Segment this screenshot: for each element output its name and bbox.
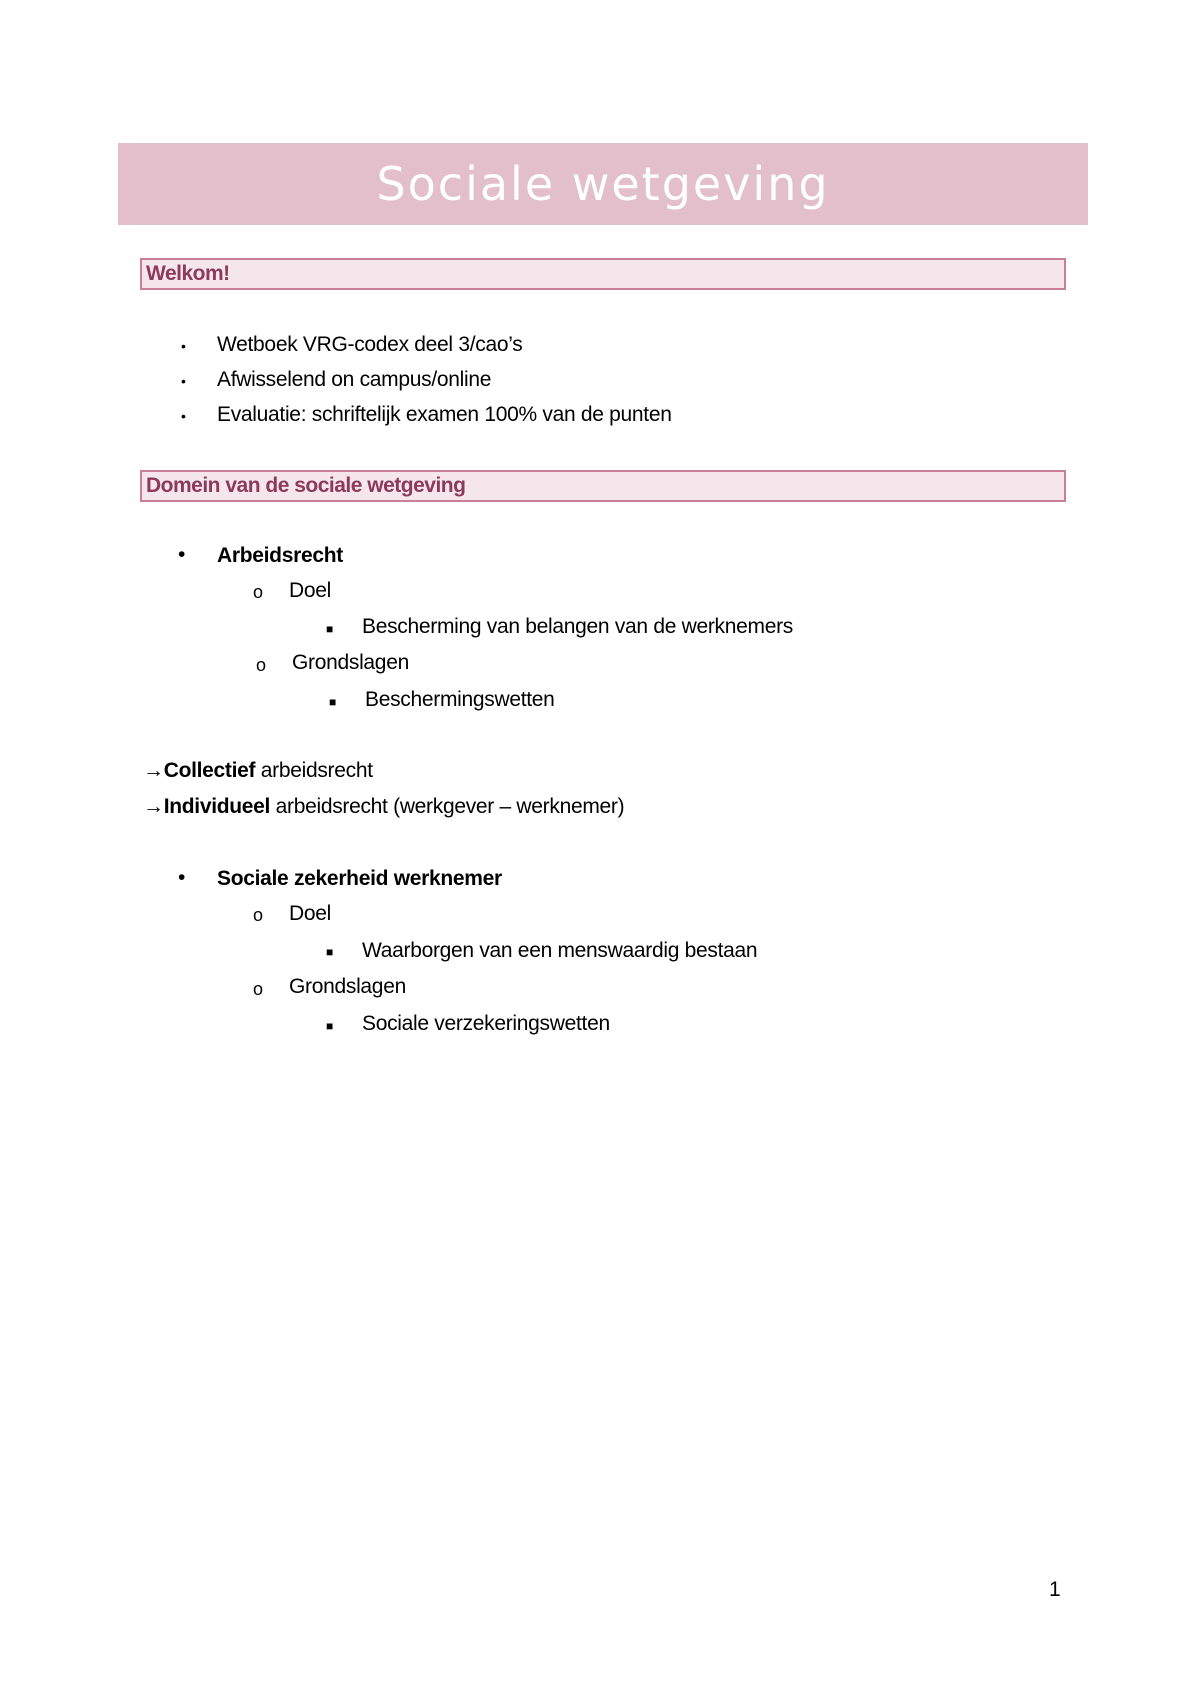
list-item-grondslagen: Grondslagen <box>292 651 409 674</box>
list-item-doel: Doel <box>289 902 331 925</box>
arrow-line-text: arbeidsrecht <box>255 759 373 782</box>
list-item-doel-detail: Bescherming van belangen van de werknemers <box>362 615 793 638</box>
arrow-line-collectief <box>143 759 373 783</box>
arrow-line-bold: Collectief <box>163 759 256 782</box>
list-item-arbeidsrecht: Arbeidsrecht <box>217 544 343 567</box>
list-item-sociale-zekerheid: Sociale zekerheid werknemer <box>217 867 502 890</box>
bullet-circle: o <box>253 979 264 999</box>
list-item: Wetboek VRG-codex deel 3/cao’s <box>217 333 523 356</box>
section-heading-welcome-text: Welkom! <box>146 262 230 285</box>
document-title: Sociale wetgeving <box>376 157 830 211</box>
bullet-circle: o <box>253 905 264 925</box>
list-item-doel: Doel <box>289 579 331 602</box>
bullet-square: ■ <box>326 622 334 636</box>
bullet-circle: o <box>256 655 267 675</box>
bullet-dot: • <box>181 373 186 389</box>
arrow-line-individueel <box>143 795 624 819</box>
bullet-dot: • <box>178 866 186 889</box>
list-item: Evaluatie: schriftelijk examen 100% van de punten <box>217 403 672 426</box>
list-item: Afwisselend on campus/online <box>217 368 492 391</box>
bullet-dot: • <box>181 408 186 424</box>
section-heading-domain-text: Domein van de sociale wetgeving <box>146 474 466 497</box>
section-heading-welcome <box>140 258 1066 290</box>
bullet-square: ■ <box>326 1019 334 1033</box>
arrow-line-text: arbeidsrecht (werkgever – werknemer) <box>270 795 625 818</box>
list-item-grondslagen-detail: Beschermingswetten <box>365 688 555 711</box>
list-item-grondslagen-detail: Sociale verzekeringswetten <box>362 1012 610 1035</box>
bullet-square: ■ <box>326 945 334 959</box>
bullet-square: ■ <box>329 695 337 709</box>
section-heading-domain <box>140 470 1066 502</box>
arrow-line-bold: Individueel <box>163 795 271 818</box>
list-item-doel-detail: Waarborgen van een menswaardig bestaan <box>362 939 758 962</box>
title-banner <box>118 143 1088 225</box>
page-number: 1 <box>1049 1578 1061 1601</box>
bullet-dot: • <box>181 338 186 354</box>
arrow-icon: → <box>143 795 164 818</box>
list-item-grondslagen: Grondslagen <box>289 975 406 998</box>
bullet-dot: • <box>178 543 186 566</box>
arrow-icon: → <box>143 759 164 782</box>
bullet-circle: o <box>253 582 264 602</box>
